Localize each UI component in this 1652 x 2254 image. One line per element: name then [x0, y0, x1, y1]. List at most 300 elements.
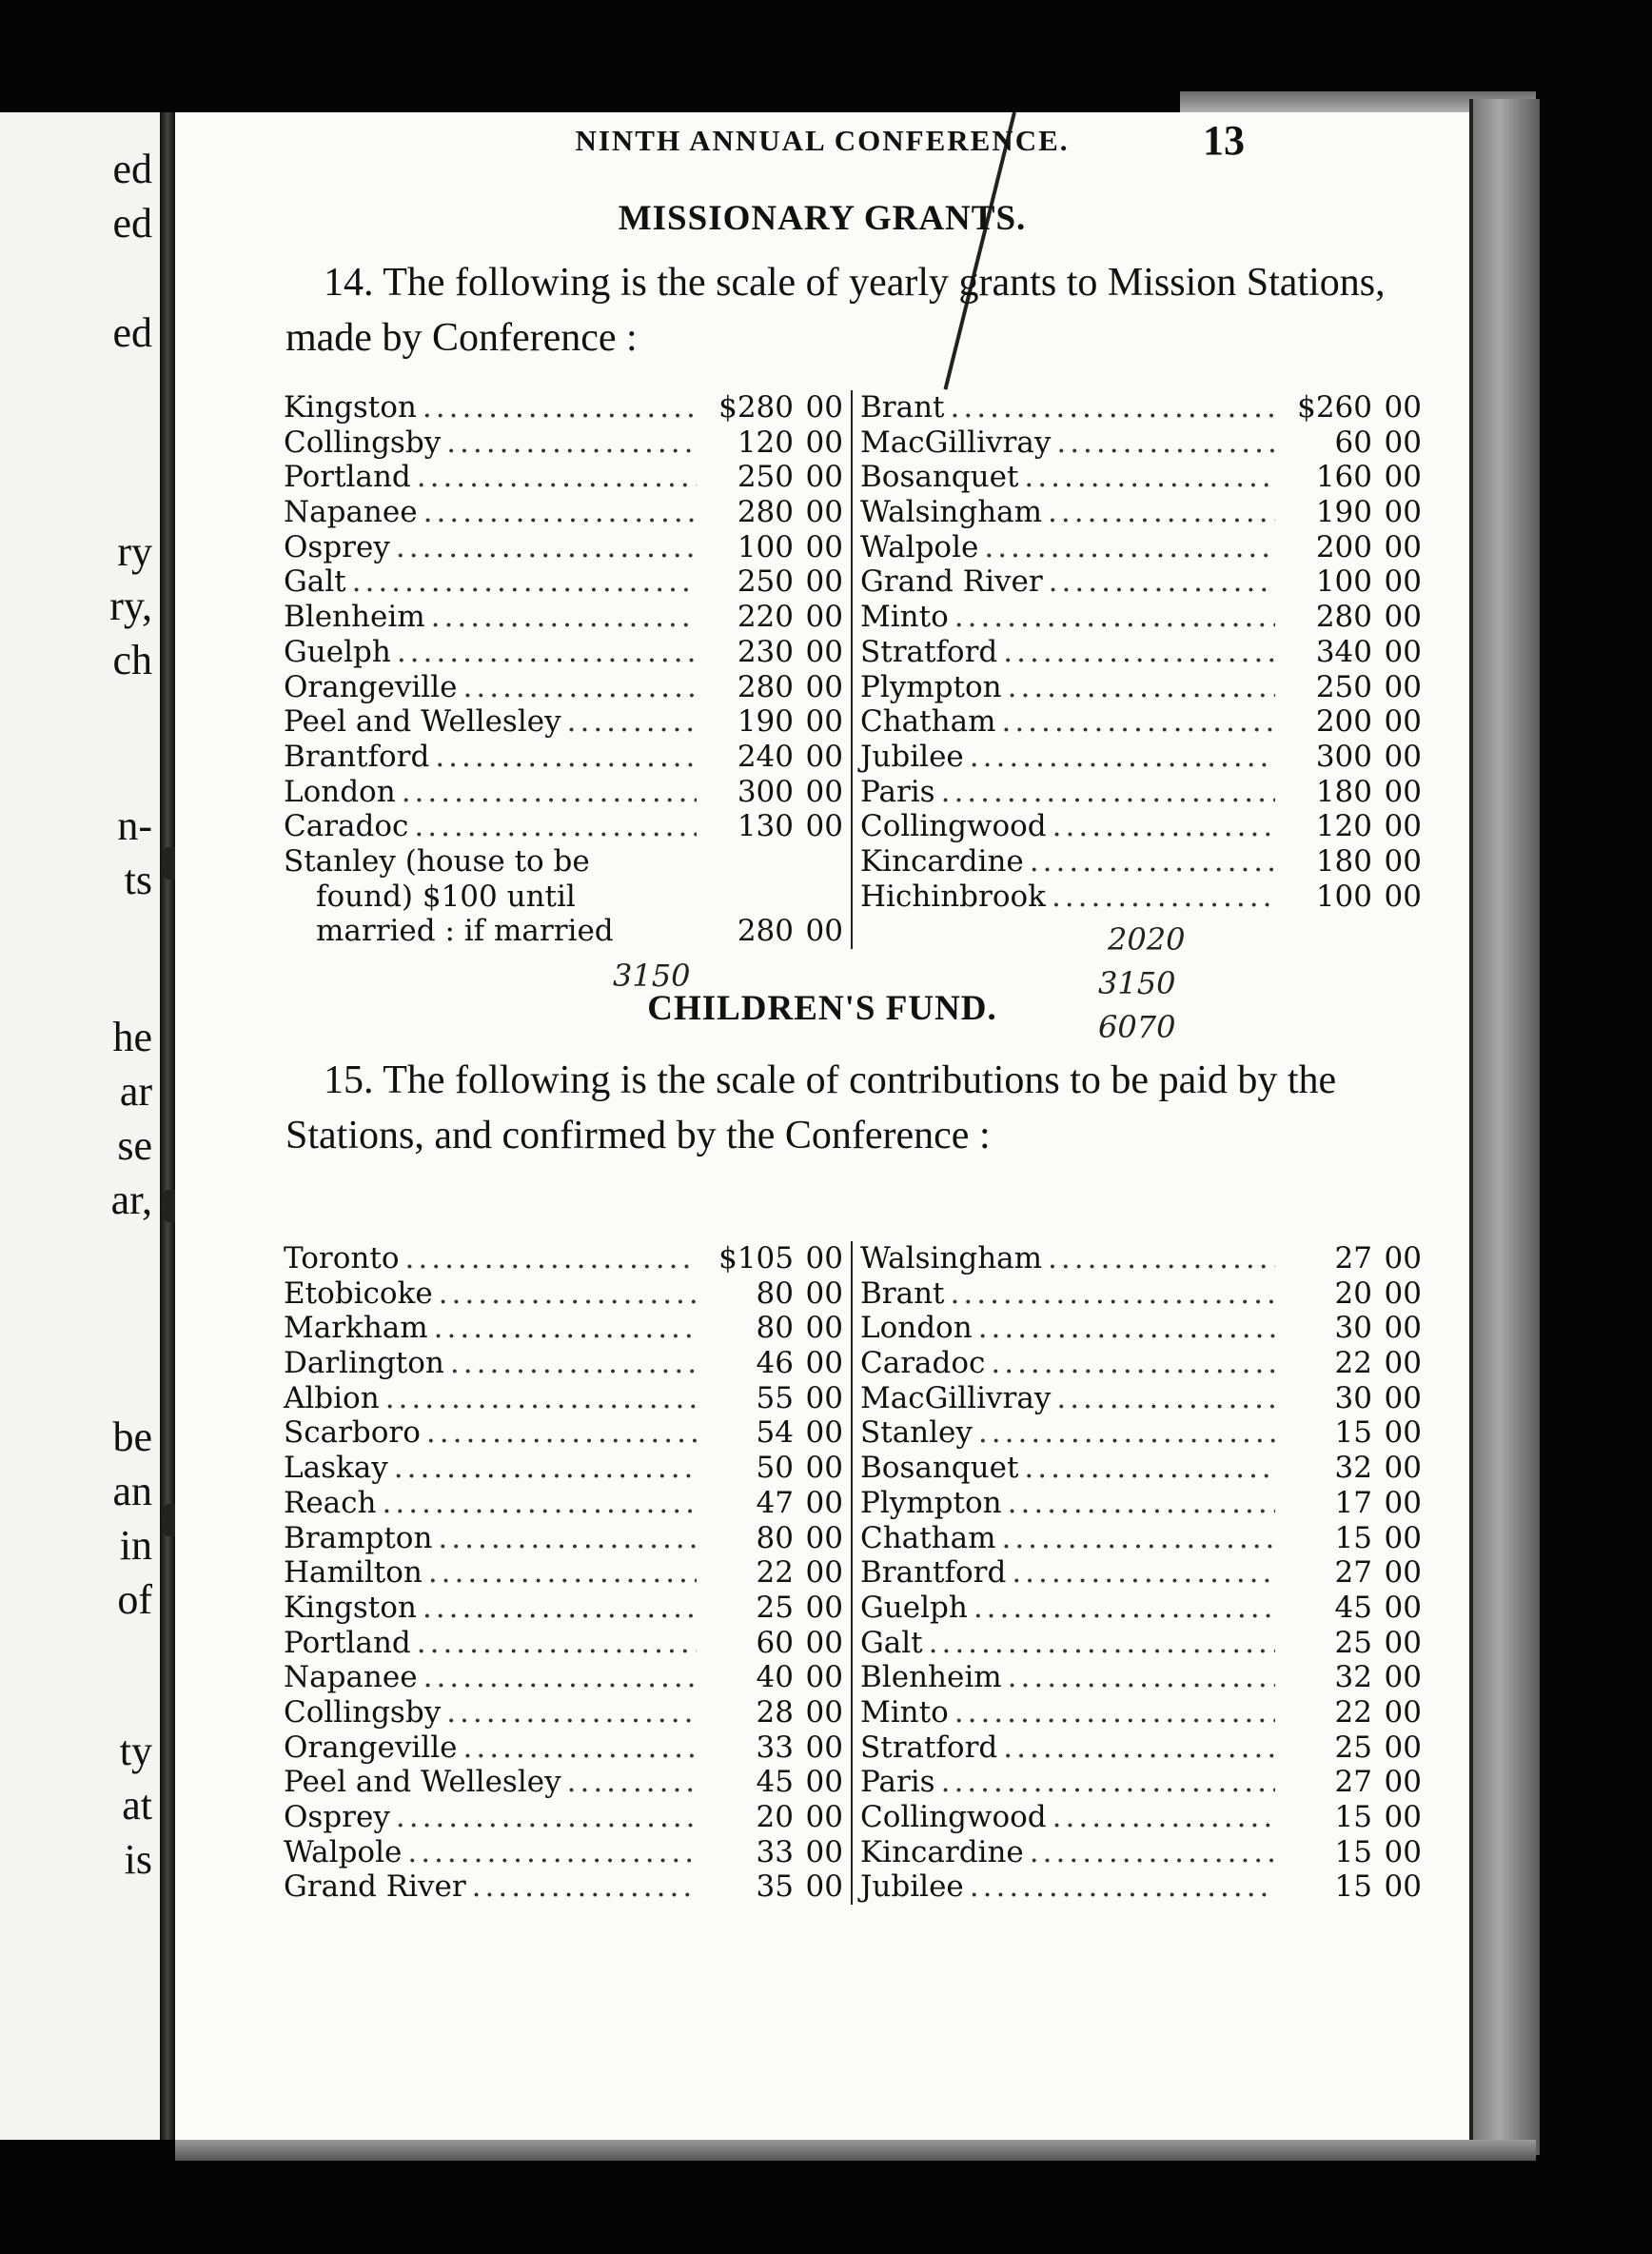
facing-page-text: ar: [119, 1068, 152, 1115]
table-row: [284, 1660, 843, 1695]
table-row: [860, 390, 1422, 425]
table-row: [860, 1695, 1422, 1730]
amount-cents: 00: [805, 1346, 843, 1381]
table-row: [284, 1695, 843, 1730]
station-name: Caradoc: [860, 1346, 986, 1381]
table-row: [284, 1241, 843, 1276]
table-row: [860, 635, 1422, 670]
table-row: [284, 530, 843, 565]
station-name: Etobicoke: [284, 1275, 433, 1311]
station-name: Grand River: [860, 564, 1043, 600]
amount-dollars: 280: [1315, 600, 1372, 635]
table-row: [860, 1869, 1422, 1905]
station-name: London: [860, 1311, 973, 1346]
station-name: Napanee: [284, 1660, 418, 1695]
leader-dots: [929, 1626, 1275, 1660]
amount-dollars: 80: [756, 1520, 794, 1555]
amount-dollars: 22: [1334, 1694, 1372, 1730]
station-name: Kincardine: [860, 843, 1024, 879]
amount-dollars: 22: [756, 1555, 794, 1591]
table-row: [284, 740, 843, 775]
station-name: Albion: [284, 1380, 380, 1415]
facing-page-text: n-: [117, 802, 152, 849]
leader-dots: [1052, 880, 1275, 914]
table-row: [860, 600, 1422, 635]
amount-dollars: 20: [1334, 1275, 1372, 1311]
amount-cents: 00: [805, 1800, 843, 1834]
amount-cents: 00: [1384, 460, 1422, 495]
amount-dollars: 22: [1334, 1346, 1372, 1381]
amount-dollars: $105: [718, 1241, 794, 1275]
leader-dots: [446, 425, 697, 460]
leader-dots: [1008, 1486, 1275, 1520]
station-name: Galt: [284, 564, 346, 600]
amount-dollars: 190: [737, 704, 794, 740]
leader-dots: [1024, 460, 1275, 494]
station-name: Osprey: [284, 1800, 390, 1834]
amount-dollars: 200: [1315, 529, 1372, 564]
table-row: [860, 1276, 1422, 1312]
frame-edge-right: [1469, 99, 1540, 2155]
leader-dots: [1052, 809, 1275, 843]
amount-dollars: 25: [1334, 1625, 1372, 1660]
amount-dollars: 180: [1315, 774, 1372, 809]
leader-dots: [978, 1311, 1275, 1345]
station-note: found) $100 until: [316, 879, 576, 914]
handwritten-note: 3150: [613, 958, 691, 994]
leader-dots: [423, 1591, 697, 1625]
amount-cents: 00: [805, 1625, 843, 1660]
amount-cents: 00: [1384, 1346, 1422, 1381]
station-name: Toronto: [284, 1241, 400, 1275]
table-row: [860, 1765, 1422, 1800]
childrens-fund-table: [284, 1241, 1422, 1905]
station-name: Collingsby: [284, 1694, 442, 1730]
facing-page-text: he: [112, 1014, 152, 1060]
handwritten-note: 6070: [1098, 1009, 1176, 1045]
station-name: Darlington: [284, 1346, 444, 1381]
amount-dollars: 54: [756, 1415, 794, 1451]
amount-dollars: 200: [1315, 704, 1372, 740]
leader-dots: [439, 1276, 697, 1311]
station-name: Brantford: [860, 1555, 1007, 1591]
leader-dots: [1008, 1660, 1275, 1694]
station-name: Plympton: [860, 669, 1002, 704]
leader-dots: [414, 809, 697, 843]
facing-page-text: ar,: [110, 1176, 152, 1223]
station-name: Walpole: [860, 529, 979, 564]
leader-dots: [462, 1730, 697, 1765]
amount-cents: 00: [805, 1660, 843, 1695]
table-row: [284, 425, 843, 461]
leader-dots: [423, 495, 697, 529]
table-row-stanley: [284, 844, 843, 949]
station-name: MacGillivray: [860, 1380, 1052, 1415]
amount-cents: 00: [805, 1380, 843, 1415]
intro-text: 14. The following is the scale of yearly grants to Mission Stations, made by Conference :: [285, 261, 1386, 360]
amount-dollars: 230: [737, 634, 794, 669]
missionary-grants-intro: [285, 255, 1418, 366]
table-row: [860, 844, 1422, 880]
leader-dots: [1056, 425, 1275, 460]
amount-cents: 00: [1384, 564, 1422, 600]
facing-page-text: is: [124, 1836, 152, 1883]
table-row: [860, 1415, 1422, 1451]
amount-cents: 00: [805, 1311, 843, 1346]
amount-cents: 00: [805, 1869, 843, 1905]
amount-cents: 00: [805, 1834, 843, 1869]
leader-dots: [396, 530, 697, 564]
table-row: [284, 1486, 843, 1521]
station-name: Scarboro: [284, 1415, 421, 1451]
facing-page-text: ry,: [109, 583, 152, 629]
leader-dots: [426, 1415, 697, 1450]
amount-cents: 00: [805, 774, 843, 809]
table-row: [284, 704, 843, 740]
amount-dollars: 130: [737, 809, 794, 844]
amount-cents: 00: [1384, 1694, 1422, 1730]
leader-dots: [567, 1765, 697, 1799]
frame-edge-bottom: [175, 2140, 1536, 2161]
amount-dollars: 300: [1315, 739, 1372, 774]
station-name: Reach: [284, 1485, 377, 1520]
amount-dollars: $260: [1297, 390, 1372, 425]
table-row: [284, 1591, 843, 1626]
amount-dollars: 15: [1334, 1800, 1372, 1834]
amount-dollars: 32: [1334, 1451, 1372, 1486]
table-column-right: [853, 390, 1422, 949]
station-name: Kincardine: [860, 1834, 1024, 1869]
amount-cents: 00: [805, 914, 843, 949]
amount-cents: 00: [805, 1590, 843, 1625]
table-row: [284, 1346, 843, 1381]
station-name: Stratford: [860, 1730, 998, 1765]
table-column-right: [853, 1241, 1422, 1905]
facing-page-text: be: [112, 1414, 152, 1460]
amount-cents: 00: [805, 1415, 843, 1451]
table-row: [860, 1241, 1422, 1276]
amount-cents: 00: [1384, 1765, 1422, 1800]
childrens-fund-intro: [285, 1053, 1418, 1163]
station-name: Bosanquet: [860, 460, 1019, 495]
amount-dollars: 17: [1334, 1485, 1372, 1520]
leader-dots: [352, 564, 697, 599]
table-row: [860, 809, 1422, 844]
amount-dollars: 190: [1315, 495, 1372, 530]
amount-cents: 00: [805, 564, 843, 600]
table-row: [860, 704, 1422, 740]
leader-dots: [1001, 704, 1275, 739]
leader-dots: [396, 1800, 697, 1834]
amount-cents: 00: [1384, 1520, 1422, 1555]
amount-cents: 00: [805, 460, 843, 495]
leader-dots: [385, 1381, 697, 1415]
station-name: Stanley (house to be: [284, 843, 590, 879]
amount-dollars: 250: [737, 564, 794, 600]
station-name: Osprey: [284, 529, 390, 564]
station-name: Jubilee: [860, 1869, 964, 1905]
leader-dots: [383, 1486, 698, 1520]
amount-cents: 00: [1384, 390, 1422, 425]
station-name: Plympton: [860, 1485, 1002, 1520]
amount-cents: 00: [805, 600, 843, 635]
book-gutter: [160, 112, 175, 2140]
amount-cents: 00: [805, 739, 843, 774]
table-row: [284, 564, 843, 600]
station-name: Grand River: [284, 1869, 466, 1905]
station-name: Guelph: [284, 634, 391, 669]
amount-cents: 00: [805, 1765, 843, 1800]
amount-cents: 00: [1384, 1415, 1422, 1451]
facing-page-text: ts: [124, 857, 152, 903]
amount-dollars: 280: [737, 914, 794, 949]
leader-dots: [1049, 564, 1275, 599]
station-name: Caradoc: [284, 809, 409, 844]
amount-cents: 00: [1384, 1451, 1422, 1486]
amount-cents: 00: [1384, 809, 1422, 844]
facing-page-text: at: [122, 1782, 152, 1829]
station-name: Minto: [860, 1694, 949, 1730]
amount-cents: 00: [1384, 1730, 1422, 1765]
leader-dots: [1003, 1730, 1275, 1765]
amount-dollars: 60: [1334, 425, 1372, 460]
table-row: [284, 1835, 843, 1870]
amount-dollars: 30: [1334, 1311, 1372, 1346]
amount-cents: 00: [805, 1485, 843, 1520]
leader-dots: [1048, 1241, 1275, 1275]
amount-cents: 00: [805, 529, 843, 564]
table-row: [860, 1381, 1422, 1416]
leader-dots: [394, 1451, 697, 1485]
station-name: Guelph: [860, 1590, 968, 1625]
amount-dollars: 100: [1315, 564, 1372, 600]
table-row: [284, 495, 843, 530]
table-row: [860, 775, 1422, 810]
missionary-grants-table: [284, 390, 1422, 949]
amount-dollars: 15: [1334, 1869, 1372, 1905]
station-name: Walsingham: [860, 1241, 1043, 1275]
table-row: [860, 1835, 1422, 1870]
leader-dots: [472, 1869, 697, 1904]
amount-dollars: 15: [1334, 1415, 1372, 1451]
leader-dots: [954, 1695, 1275, 1730]
station-note-line: [284, 914, 843, 949]
leader-dots: [423, 390, 697, 425]
facing-page-text: ed: [112, 146, 152, 192]
leader-dots: [1030, 1835, 1275, 1869]
table-row: [284, 600, 843, 635]
table-row: [284, 1730, 843, 1766]
amount-cents: 00: [1384, 495, 1422, 530]
table-row: [860, 1346, 1422, 1381]
amount-dollars: 220: [737, 600, 794, 635]
amount-cents: 00: [1384, 1590, 1422, 1625]
station-name: MacGillivray: [860, 425, 1052, 460]
running-head: NINTH ANNUAL CONFERENCE.: [575, 124, 1070, 157]
amount-cents: 00: [1384, 1660, 1422, 1695]
leader-dots: [984, 530, 1275, 564]
table-column-left: [284, 1241, 853, 1905]
leader-dots: [941, 775, 1275, 809]
facing-page-text: ty: [119, 1728, 152, 1774]
table-row: [284, 1800, 843, 1835]
amount-dollars: 55: [756, 1380, 794, 1415]
leader-dots: [428, 1555, 697, 1590]
amount-cents: 00: [805, 1694, 843, 1730]
leader-dots: [402, 775, 697, 809]
station-name: Markham: [284, 1311, 428, 1346]
station-name: Galt: [860, 1625, 923, 1660]
leader-dots: [954, 600, 1275, 634]
facing-page-text: ed: [112, 309, 152, 356]
station-name: Blenheim: [284, 600, 425, 635]
amount-dollars: 27: [1334, 1765, 1372, 1800]
amount-cents: 00: [805, 1730, 843, 1765]
table-row: [284, 1415, 843, 1451]
table-row: [284, 1381, 843, 1416]
missionary-grants-heading: MISSIONARY GRANTS.: [618, 199, 1027, 238]
table-row: [284, 1521, 843, 1556]
table-row: [284, 670, 843, 705]
station-name: Kingston: [284, 390, 417, 425]
amount-dollars: 250: [737, 460, 794, 495]
amount-dollars: 47: [756, 1485, 794, 1520]
station-name: Blenheim: [860, 1660, 1002, 1695]
table-row: [860, 1626, 1422, 1661]
table-row: [860, 425, 1422, 461]
handwritten-note: 3150: [1098, 965, 1176, 1001]
amount-dollars: 25: [1334, 1730, 1372, 1765]
station-name: Stanley: [860, 1415, 973, 1451]
leader-dots: [431, 600, 697, 634]
amount-cents: 00: [805, 634, 843, 669]
amount-dollars: 20: [756, 1800, 794, 1834]
leader-dots: [1030, 844, 1275, 879]
station-name: Collingwood: [860, 1800, 1047, 1834]
amount-dollars: 240: [737, 739, 794, 774]
amount-dollars: 45: [756, 1765, 794, 1800]
station-name: Walpole: [284, 1834, 403, 1869]
amount-dollars: 280: [737, 495, 794, 530]
amount-cents: 00: [805, 1241, 843, 1275]
station-name: Paris: [860, 774, 935, 809]
leader-dots: [1024, 1451, 1275, 1485]
amount-cents: 00: [1384, 1380, 1422, 1415]
amount-cents: 00: [1384, 843, 1422, 879]
table-row: [860, 1521, 1422, 1556]
station-name: Brampton: [284, 1520, 433, 1555]
table-row: [860, 1486, 1422, 1521]
page-number: 13: [1203, 117, 1245, 164]
station-name: Collingwood: [860, 809, 1047, 844]
facing-page-text: ry: [117, 528, 152, 575]
amount-cents: 00: [1384, 704, 1422, 740]
station-name: Bosanquet: [860, 1451, 1019, 1486]
leader-dots: [1052, 1800, 1275, 1834]
station-name: Laskay: [284, 1451, 388, 1486]
leader-dots: [951, 390, 1275, 425]
table-row: [284, 635, 843, 670]
station-note: married : if married: [316, 914, 614, 949]
amount-dollars: 27: [1334, 1555, 1372, 1591]
table-row: [860, 880, 1422, 915]
amount-cents: 00: [1384, 1485, 1422, 1520]
station-name: Hichinbrook: [860, 879, 1046, 914]
amount-cents: 00: [1384, 1311, 1422, 1346]
amount-cents: 00: [1384, 634, 1422, 669]
leader-dots: [1001, 1521, 1275, 1555]
table-row: [860, 670, 1422, 705]
leader-dots: [446, 1695, 697, 1730]
facing-page-text: se: [117, 1122, 152, 1169]
childrens-fund-heading: CHILDREN'S FUND.: [647, 989, 997, 1028]
leader-dots: [951, 1276, 1275, 1311]
amount-cents: 00: [805, 425, 843, 460]
leader-dots: [970, 1869, 1275, 1904]
station-name: Kingston: [284, 1590, 417, 1625]
amount-dollars: 340: [1315, 634, 1372, 669]
station-name: Portland: [284, 460, 411, 495]
amount-dollars: 100: [1315, 879, 1372, 914]
amount-cents: 00: [1384, 1869, 1422, 1905]
amount-cents: 00: [805, 1555, 843, 1591]
table-row: [860, 530, 1422, 565]
leader-dots: [1008, 670, 1275, 704]
station-name: Napanee: [284, 495, 418, 530]
station-name: Walsingham: [860, 495, 1043, 530]
station-name: Orangeville: [284, 669, 458, 704]
book-page: [175, 112, 1469, 2140]
amount-cents: 00: [1384, 600, 1422, 635]
amount-cents: 00: [1384, 1834, 1422, 1869]
amount-dollars: 15: [1334, 1520, 1372, 1555]
amount-dollars: 25: [756, 1590, 794, 1625]
table-row: [860, 460, 1422, 495]
amount-cents: 00: [805, 704, 843, 740]
table-row: [860, 740, 1422, 775]
leader-dots: [450, 1346, 697, 1380]
table-row: [860, 1730, 1422, 1766]
station-name: Minto: [860, 600, 949, 635]
amount-dollars: 160: [1315, 460, 1372, 495]
station-name: Portland: [284, 1625, 411, 1660]
amount-dollars: 15: [1334, 1834, 1372, 1869]
table-row: [860, 1800, 1422, 1835]
table-row: [284, 1869, 843, 1905]
amount-dollars: 35: [756, 1869, 794, 1905]
leader-dots: [438, 1521, 697, 1555]
table-row: [284, 809, 843, 844]
station-name: Brant: [860, 390, 945, 425]
station-name: Hamilton: [284, 1555, 423, 1591]
station-name: Chatham: [860, 704, 996, 740]
amount-cents: 00: [1384, 529, 1422, 564]
table-column-left: [284, 390, 853, 949]
station-name: Chatham: [860, 1520, 996, 1555]
table-row: [860, 1311, 1422, 1346]
amount-dollars: 33: [756, 1730, 794, 1765]
table-row: [284, 1765, 843, 1800]
leader-dots: [974, 1591, 1275, 1625]
station-name: Peel and Wellesley: [284, 704, 561, 740]
table-row: [284, 390, 843, 425]
amount-dollars: 28: [756, 1694, 794, 1730]
facing-page-text: ed: [112, 200, 152, 247]
leader-dots: [435, 740, 697, 774]
amount-cents: 00: [1384, 1800, 1422, 1834]
amount-cents: 00: [1384, 425, 1422, 460]
leader-dots: [1003, 635, 1275, 669]
